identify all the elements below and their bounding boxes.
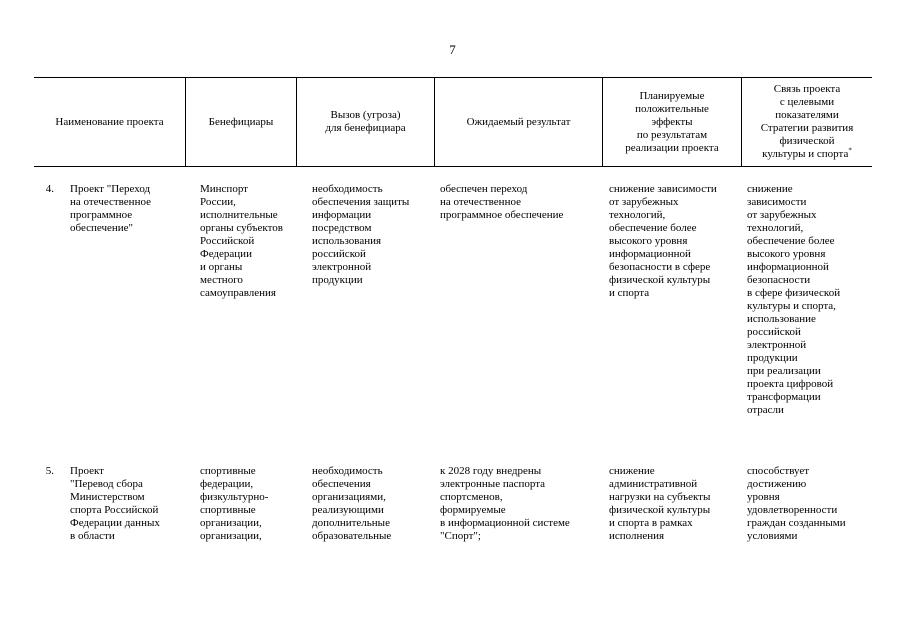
footnote-mark: * [848, 146, 852, 155]
header-planned-effects: Планируемые положительные эффекты по результатам реализации проекта [625, 89, 719, 154]
cell-strategy-link: снижение зависимости от зарубежных технологий, обеспечение более высокого уровня информационной безопасности в сфере физической культуры и спорта, использование российской электронной продукции при реализации проекта цифровой трансформации отрасли [747, 183, 841, 416]
cell-project-name: Проект "Перевод сбора Министерством спорта Российской Федерации данных в области [70, 465, 160, 542]
cell-challenge: необходимость обеспечения организациями, реализующими дополнительные образовательные [312, 465, 392, 542]
row-number: 4. [45, 183, 54, 195]
cell-planned-effects: снижение зависимости от зарубежных технологий, обеспечение более высокого уровня информационной безопасности в сфере физической культуры и спорта [609, 183, 717, 299]
cell-beneficiaries: Минспорт России, исполнительные органы субъектов Российской Федерации и органы местного самоуправления [200, 183, 283, 299]
cell-strategy-link: способствует достижению уровня удовлетворенности граждан созданными условиями [747, 465, 846, 542]
cell-project-name: Проект "Переход на отечественное программное обеспечение" [70, 183, 151, 234]
row-number: 5. [45, 465, 54, 477]
header-beneficiaries: Бенефициары [208, 115, 274, 128]
cell-expected-result: к 2028 году внедрены электронные паспорта спортсменов, формируемые в информационной системе "Спорт"; [440, 465, 570, 542]
header-strategy-link-text: Связь проекта с целевыми показателями Стратегии развития физической культуры и спорта [760, 83, 854, 160]
cell-expected-result: обеспечен переход на отечественное программное обеспечение [440, 183, 564, 221]
cell-challenge: необходимость обеспечения защиты информации посредством использования российской электронной продукции [312, 183, 410, 286]
header-strategy-link [742, 78, 872, 166]
page-number: 7 [449, 42, 456, 57]
header-project-name: Наименование проекта [55, 115, 164, 128]
cell-planned-effects: снижение административной нагрузки на субъекты физической культуры и спорта в рамках исполнения [609, 465, 711, 542]
header-expected-result: Ожидаемый результат [466, 115, 571, 128]
header-challenge: Вызов (угроза) для бенефициара [325, 109, 406, 134]
cell-beneficiaries: спортивные федерации, физкультурно- спортивные организации, организации, [200, 465, 269, 542]
header-bottom-rule [34, 166, 872, 167]
